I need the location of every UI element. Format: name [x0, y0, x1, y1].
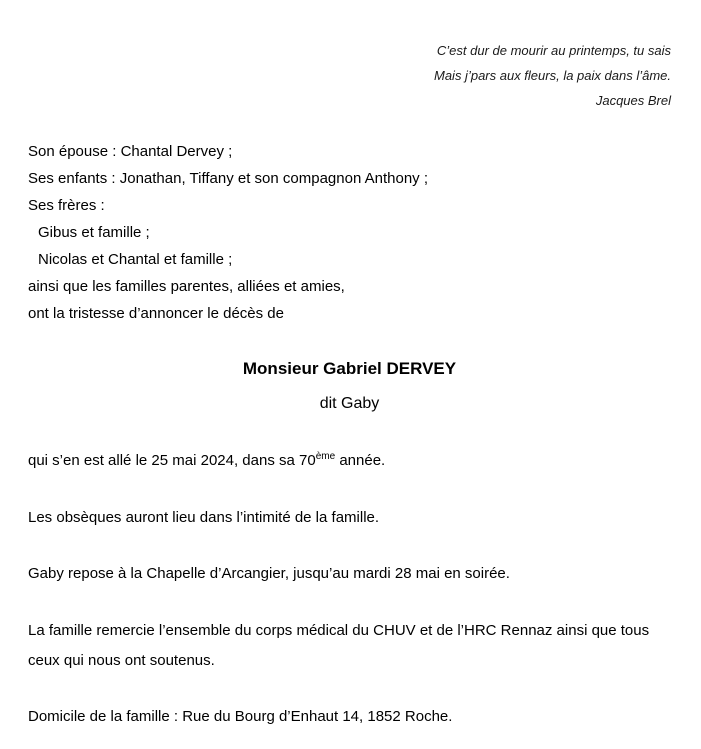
quote-line-1: C’est dur de mourir au printemps, tu sais: [436, 43, 671, 58]
deceased-title-block: [28, 357, 671, 416]
quote-attribution: Jacques Brel: [595, 93, 671, 108]
deceased-name: Monsieur Gabriel DERVEY: [242, 359, 457, 378]
repose-line: Gaby repose à la Chapelle d’Arcangier, jusqu’au mardi 28 mai en soirée.: [28, 565, 510, 582]
funeral-line: Les obsèques auront lieu dans l’intimité de la famille.: [28, 509, 380, 526]
deceased-alias: dit Gaby: [319, 395, 380, 412]
family-line-announce: ont la tristesse d’annoncer le décès de: [28, 305, 284, 322]
family-line-relatives: ainsi que les familles parentes, alliées et amies,: [28, 278, 345, 295]
quote-line-2: Mais j’pars aux fleurs, la paix dans l’âme.: [434, 68, 671, 83]
passing-line: [28, 446, 671, 476]
address-line: Domicile de la famille : Rue du Bourg d’Enhaut 14, 1852 Roche.: [28, 708, 453, 725]
family-line-brother-1: Gibus et famille ;: [38, 224, 150, 241]
family-announcement: [28, 138, 671, 327]
age-superscript: ème: [315, 451, 336, 462]
thanks-paragraph: La famille remercie l’ensemble du corps médical du CHUV et de l’HRC Rennaz ainsi que tous ceux qui nous ont soutenus.: [28, 622, 650, 669]
family-line-spouse: Son épouse : Chantal Dervey ;: [28, 143, 233, 160]
family-line-brothers-label: Ses frères :: [28, 197, 105, 214]
family-line-brother-2: Nicolas et Chantal et famille ;: [38, 251, 233, 268]
family-line-children: Ses enfants : Jonathan, Tiffany et son compagnon Anthony ;: [28, 170, 428, 187]
epigraph-quote: [28, 38, 671, 113]
passing-text-prefix: qui s’en est allé le 25 mai 2024, dans sa 70: [28, 452, 316, 469]
passing-text-suffix: année.: [335, 452, 386, 469]
